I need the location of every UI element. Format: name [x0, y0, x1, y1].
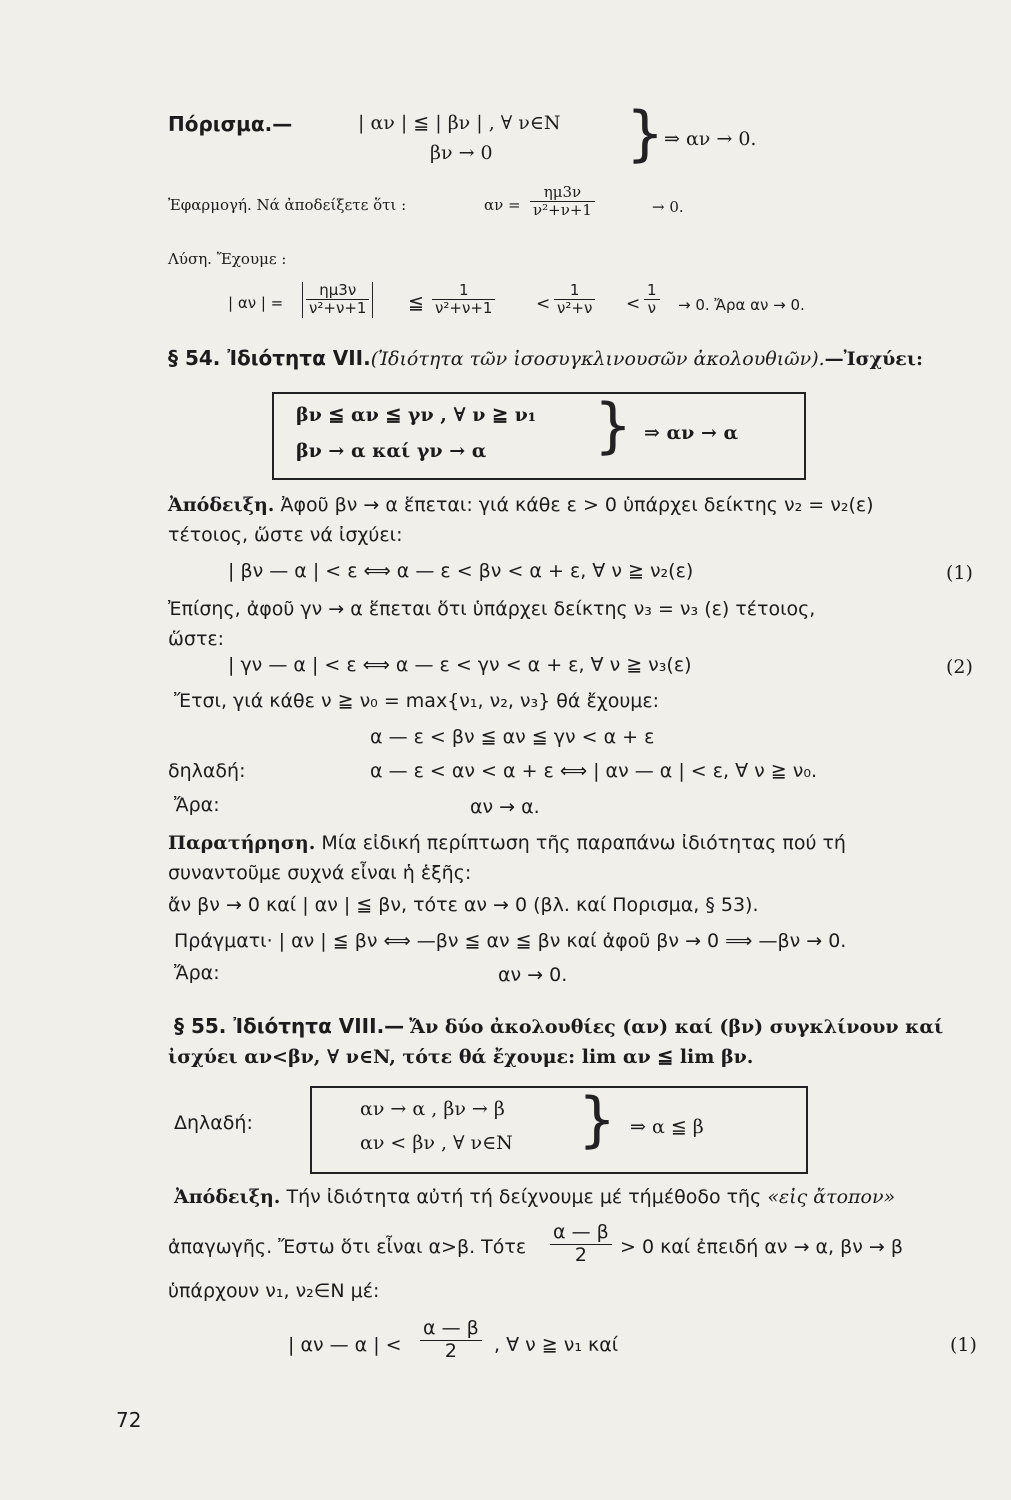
porisma-label: Πόρισμα.—	[168, 112, 293, 136]
lysi-lhs: | αν | =	[228, 294, 284, 312]
proof55-line2b: > 0 καί ἐπειδή αν → α, βν → β	[620, 1236, 903, 1258]
lysi-tail: → 0. Ἄρα αν → 0.	[678, 296, 805, 314]
fraction-denominator: ν²+ν+1	[533, 201, 592, 220]
lysi-fraction-4	[644, 282, 660, 318]
proof54-text: Ἀφοῦ βν → α ἕπεται: γιά κάθε ε > 0 ὑπάρχει δείκτης ν₂ = ν₂(ε)	[280, 494, 874, 516]
proof54-eq2: | γν — α | < ε ⟺ α — ε < γν < α + ε, ∀ ν ≧ ν₃(ε)	[228, 654, 692, 676]
lysi-op1: ≦	[408, 292, 424, 314]
proof55-eq-tail: , ∀ ν ≧ ν₁ καί	[494, 1334, 619, 1356]
section-54-subtitle: (Ἰδιότητα τῶν ἰσοσυγκλινουσῶν ἀκολουθιῶν).	[370, 348, 825, 370]
proof55-eq-lhs: | αν — α | <	[288, 1334, 402, 1356]
proof-label: Ἀπόδειξη.	[168, 494, 275, 516]
proof55-italic: «εἰς ἄτοπον»	[767, 1186, 896, 1208]
lysi-fraction-3	[554, 282, 595, 318]
proof55-eq-fraction	[420, 1318, 482, 1363]
proof54-eq4: α — ε < αν < α + ε ⟺ | αν — α | < ε, ∀ ν ≧ ν₀.	[370, 760, 818, 782]
right-brace-icon: }	[578, 1085, 617, 1155]
remark-line1	[168, 832, 846, 854]
section-54-title: § 54. Ἰδιότητα VII.	[168, 346, 371, 370]
section-55-heading	[174, 1014, 943, 1038]
remark-line4: Πράγματι· | αν | ≦ βν ⟺ —βν ≦ αν ≦ βν καί ἀφοῦ βν → 0 ⟹ —βν → 0.	[174, 930, 847, 952]
fraction-numerator: 1	[554, 282, 595, 300]
right-brace-icon: }	[626, 99, 665, 169]
right-brace-icon: }	[594, 391, 633, 461]
section-54-tail: —Ἰσχύει:	[824, 348, 924, 370]
lysi-op2: <	[536, 294, 551, 314]
fraction-numerator: α — β	[420, 1318, 482, 1341]
box54-line2: βν → α καί γν → α	[296, 440, 487, 462]
section-55-statement-2: ἰσχύει αν<βν, ∀ ν∈N, τότε θά ἔχουμε: lim αν ≦ lim βν.	[168, 1046, 754, 1068]
lysi-fraction-1	[302, 282, 373, 318]
fraction-denominator: 2	[574, 1243, 587, 1266]
fraction-numerator: ημ3ν	[530, 184, 595, 202]
fraction-numerator: ημ3ν	[306, 282, 369, 300]
fraction-denominator: ν²+ν	[557, 299, 593, 318]
proof55-eq-label: (1)	[950, 1334, 977, 1356]
proof54-eq1: | βν — α | < ε ⟺ α — ε < βν < α + ε, ∀ ν ≧ ν₂(ε)	[228, 560, 694, 582]
remark-line3: ἄν βν → 0 καί | αν | ≦ βν, τότε αν → 0 (βλ. καί Πορισμα, § 53).	[168, 894, 759, 916]
box55-line1: αν → α , βν → β	[360, 1098, 505, 1120]
proof54-ara: Ἄρα:	[174, 794, 220, 816]
fraction-numerator: 1	[432, 282, 495, 300]
page-number: 72	[116, 1408, 142, 1432]
proof54-eq1-label: (1)	[946, 562, 973, 584]
proof54-dilady: δηλαδή:	[168, 760, 246, 782]
fraction-denominator: ν²+ν+1	[435, 299, 493, 318]
remark-ara: Ἄρα:	[174, 962, 220, 984]
remark-line2: συναντοῦμε συχνά εἶναι ἡ ἑξῆς:	[168, 862, 472, 884]
porisma-line2: βν → 0	[430, 142, 493, 164]
remark-text: Μία εἰδική περίπτωση τῆς παραπάνω ἰδιότητας πού τή	[321, 832, 846, 854]
fraction-denominator: 2	[444, 1339, 457, 1362]
proof55-fraction	[550, 1222, 612, 1267]
proof55-text: Τήν ἰδιότητα αὐτή τή δείχνουμε μέ τήμέθοδο τῆς	[286, 1186, 762, 1208]
section-54-heading	[168, 346, 923, 370]
proof55-line1	[174, 1186, 895, 1208]
porisma-line1: | αν | ≦ | βν | , ∀ ν∈N	[358, 112, 561, 134]
section-55-title: § 55. Ἰδιότητα VIII.—	[174, 1014, 405, 1038]
proof-label: Ἀπόδειξη.	[174, 1186, 281, 1208]
porisma-result: ⇒ αν → 0.	[664, 128, 757, 150]
box55-result: ⇒ α ≦ β	[630, 1116, 704, 1138]
proof54-paragraph1-cont: τέτοιος, ὥστε νά ἰσχύει:	[168, 524, 403, 546]
remark-eq: αν → 0.	[498, 964, 568, 986]
fraction-denominator: ν²+ν+1	[309, 299, 367, 318]
fraction-denominator: ν	[647, 299, 656, 318]
proof55-line3: ὑπάρχουν ν₁, ν₂∈N μέ:	[168, 1280, 380, 1302]
efarmogi-lhs: αν =	[484, 196, 521, 214]
box54-line1: βν ≦ αν ≦ γν , ∀ ν ≧ ν₁	[296, 404, 537, 426]
proof54-paragraph3: Ἔτσι, γιά κάθε ν ≧ ν₀ = max{ν₁, ν₂, ν₃} θά ἔχουμε:	[174, 690, 660, 712]
efarmogi-tail: → 0.	[652, 198, 684, 216]
proof54-paragraph2-cont: ὥστε:	[168, 628, 225, 650]
sec55-dilady: Δηλαδή:	[174, 1112, 253, 1134]
box54-result: ⇒ αν → α	[644, 422, 739, 444]
efarmogi-fraction	[530, 184, 595, 220]
remark-label: Παρατήρηση.	[168, 832, 316, 854]
efarmogi-lead: Ἐφαρμογή. Νά ἀποδείξετε ὅτι :	[168, 196, 407, 214]
box55-line2: αν < βν , ∀ ν∈N	[360, 1132, 513, 1154]
proof55-line2a: ἀπαγωγῆς. Ἔστω ὅτι εἶναι α>β. Τότε	[168, 1236, 527, 1258]
proof54-eq3: α — ε < βν ≦ αν ≦ γν < α + ε	[370, 726, 655, 748]
lysi-lead: Λύση. Ἔχουμε :	[168, 250, 287, 268]
proof54-paragraph1	[168, 494, 874, 516]
lysi-op3: <	[626, 294, 641, 314]
fraction-numerator: α — β	[550, 1222, 612, 1245]
proof54-eq2-label: (2)	[946, 656, 973, 678]
fraction-numerator: 1	[644, 282, 660, 300]
proof54-paragraph2: Ἐπίσης, ἀφοῦ γν → α ἕπεται ὅτι ὑπάρχει δείκτης ν₃ = ν₃ (ε) τέτοιος,	[168, 598, 816, 620]
section-55-statement-1: Ἄν δύο ἀκολουθίες (αν) καί (βν) συγκλίνουν καί	[409, 1016, 944, 1038]
lysi-fraction-2	[432, 282, 495, 318]
proof54-eq5: αν → α.	[470, 796, 540, 818]
